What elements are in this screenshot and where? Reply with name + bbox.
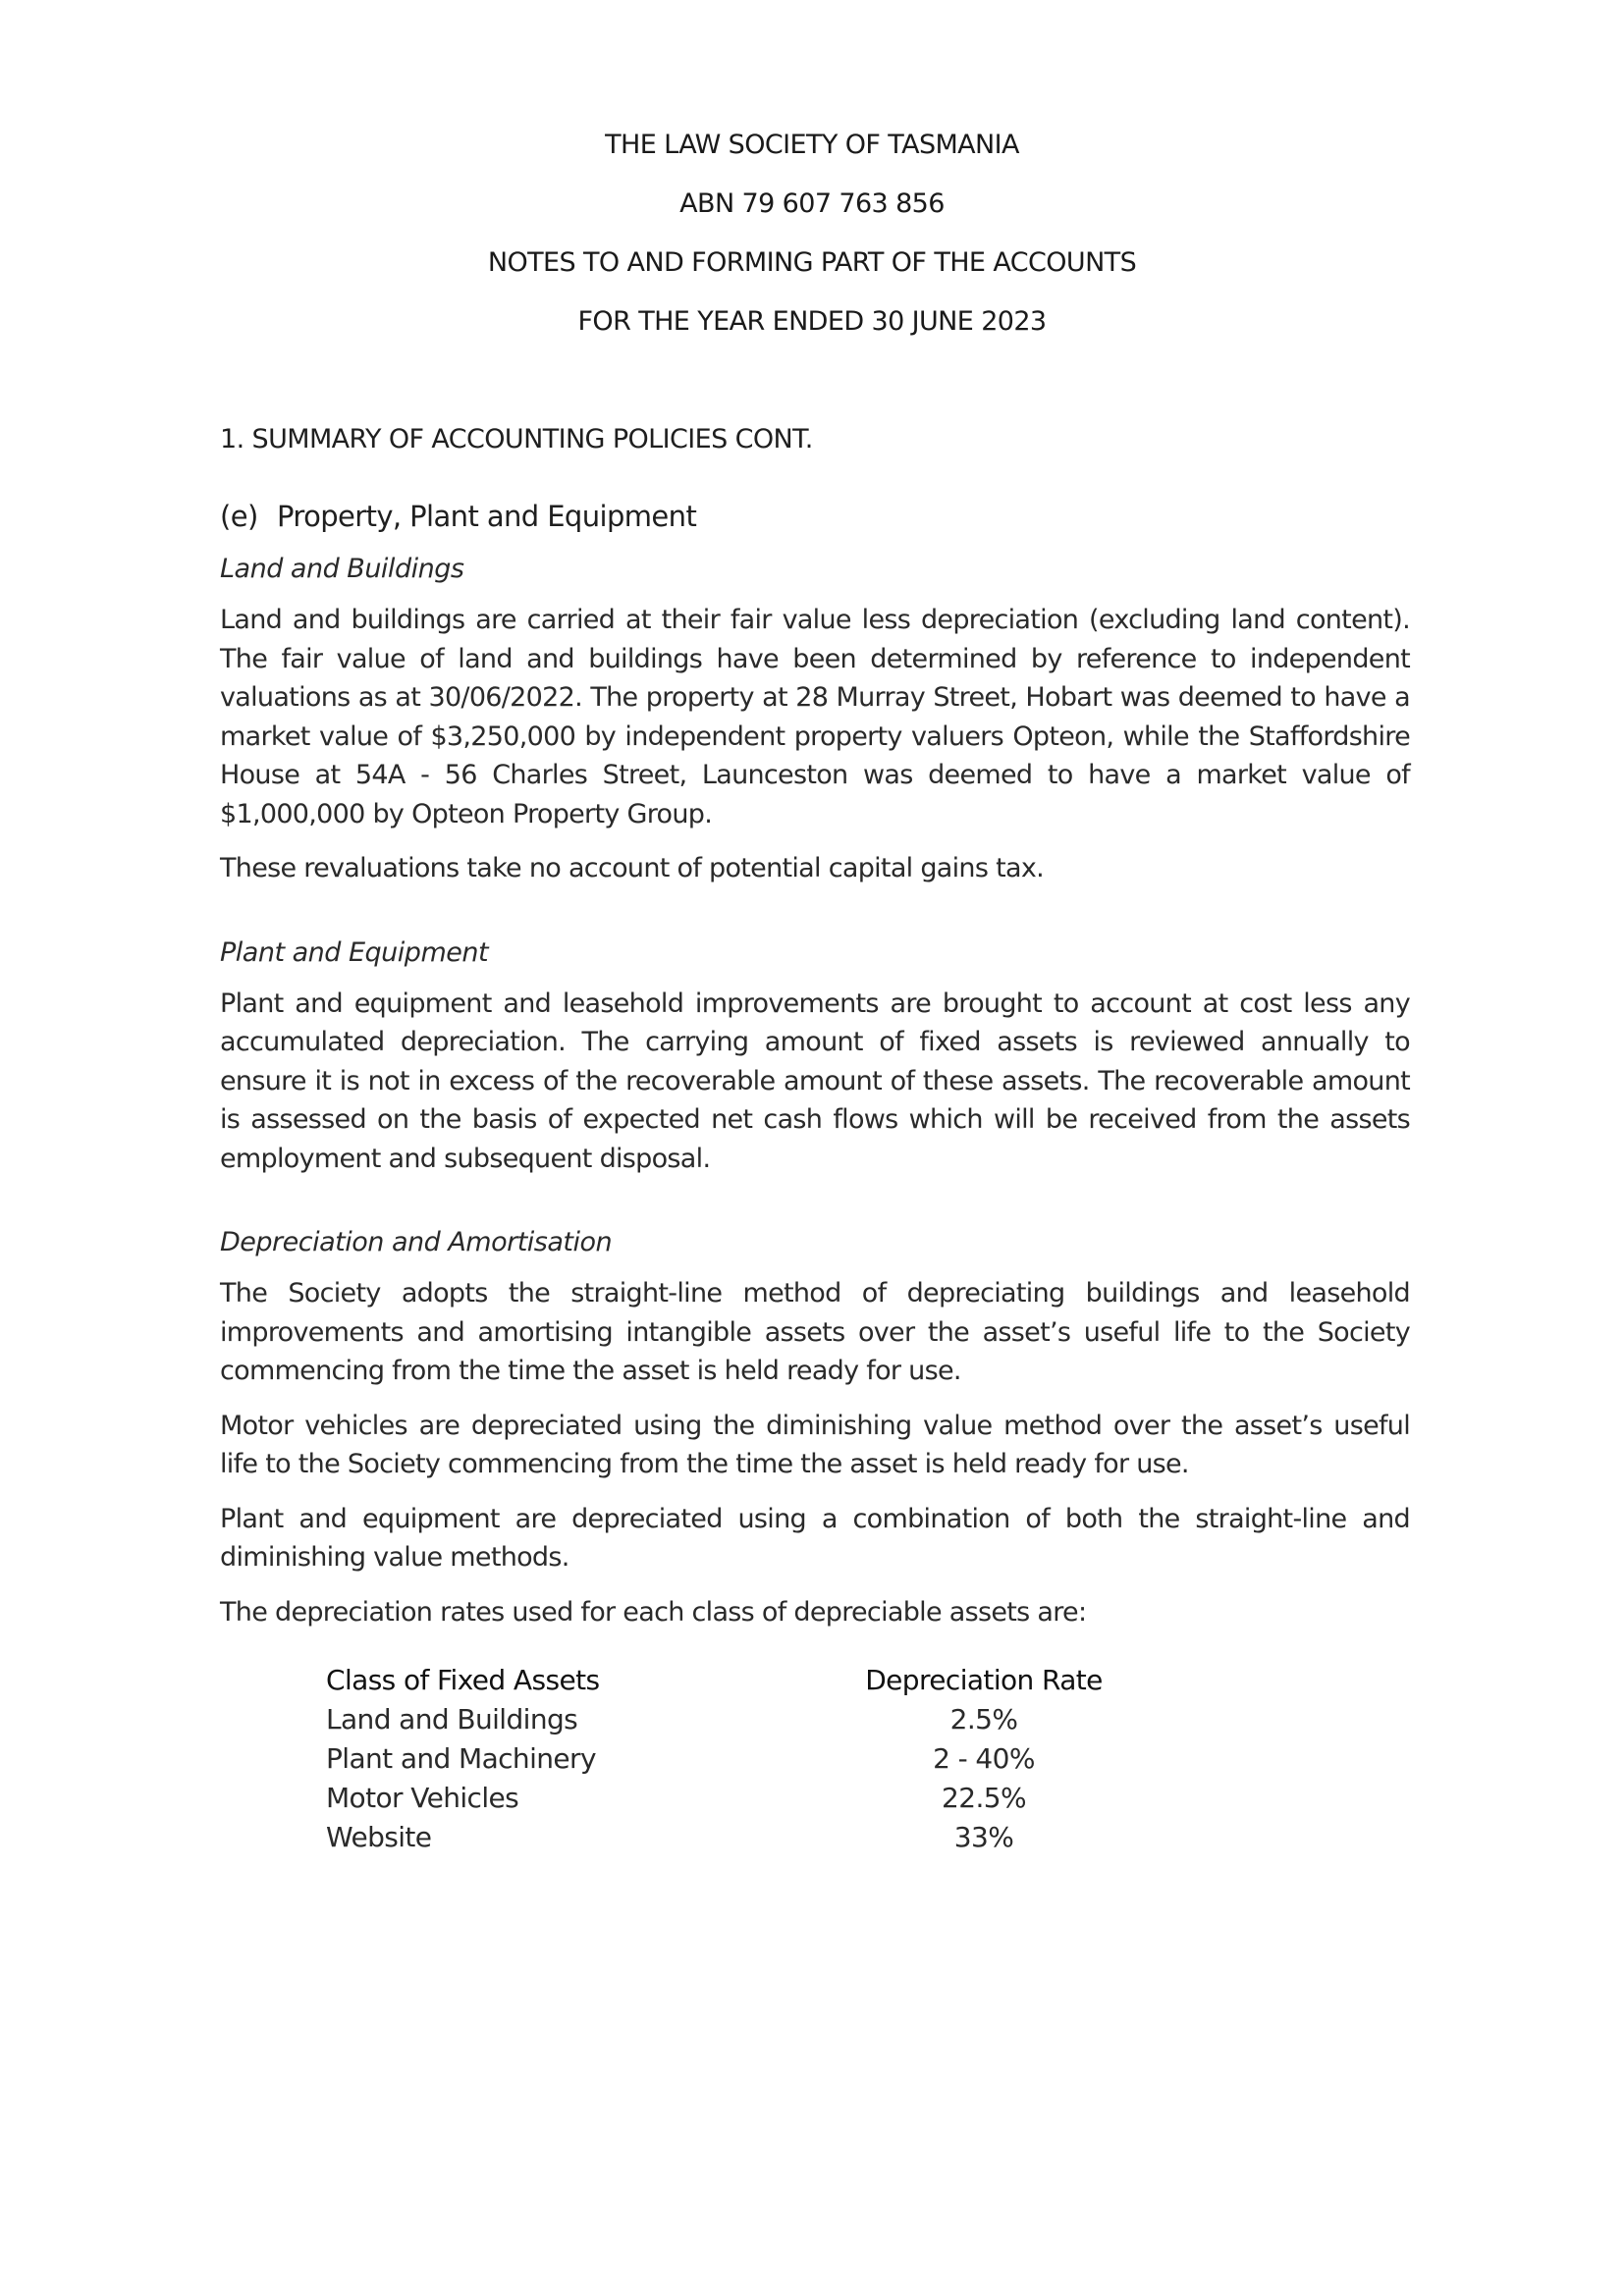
abn-number: ABN 79 607 763 856 — [679, 188, 945, 219]
asset-class-cell: Website — [326, 1821, 432, 1853]
plant-equipment-methods-paragraph: Plant and equipment are depreciated using a combination of both the straight-line and diminishing value methods. — [220, 1503, 1410, 1573]
subsection-letter: (e) — [220, 500, 258, 533]
land-buildings-heading: Land and Buildings — [220, 554, 464, 584]
depreciation-rates-table — [326, 1661, 1210, 1857]
column-header-rate: Depreciation Rate — [865, 1664, 1103, 1696]
depreciation-rate-cell: 2 - 40% — [933, 1742, 1035, 1775]
subsection-label: Property, Plant and Equipment — [277, 500, 697, 533]
table-row — [326, 1700, 1210, 1739]
section-title: 1. SUMMARY OF ACCOUNTING POLICIES CONT. — [220, 424, 813, 454]
table-row — [326, 1739, 1210, 1779]
rates-intro-paragraph: The depreciation rates used for each class of depreciable assets are: — [220, 1596, 1087, 1628]
revaluations-paragraph: These revaluations take no account of potential capital gains tax. — [220, 853, 1044, 883]
organisation-name: THE LAW SOCIETY OF TASMANIA — [605, 130, 1019, 160]
column-header-class: Class of Fixed Assets — [326, 1664, 600, 1696]
motor-vehicles-paragraph: Motor vehicles are depreciated using the diminishing value method over the asset’s useful life to the Society commencing from the time the asset is held ready for use. — [220, 1410, 1410, 1479]
asset-class-cell: Plant and Machinery — [326, 1742, 596, 1775]
depreciation-rate-cell: 33% — [953, 1821, 1014, 1853]
plant-equipment-paragraph: Plant and equipment and leasehold improvements are brought to account at cost less any accumulated depreciation. The carrying amount of fixed assets is reviewed annually to ensure it is not in excess of the recoverable amount of these assets. The recoverable amount is assessed on the basis of expected net cash flows which will be received from the assets employment and subsequent disposal. — [220, 988, 1410, 1174]
asset-class-cell: Motor Vehicles — [326, 1782, 519, 1814]
document-header — [0, 126, 1624, 361]
depreciation-rate-cell: 2.5% — [949, 1703, 1018, 1735]
straight-line-paragraph: The Society adopts the straight-line method of depreciating buildings and leasehold improvements and amortising intangible assets over the asset’s useful life to the Society commencing from the time the asset is held ready for use. — [220, 1278, 1410, 1386]
plant-equipment-heading: Plant and Equipment — [220, 936, 489, 968]
depreciation-rate-cell: 22.5% — [942, 1782, 1026, 1814]
reporting-period: FOR THE YEAR ENDED 30 JUNE 2023 — [577, 306, 1047, 337]
subsection-title — [220, 497, 1410, 536]
table-header-row — [326, 1661, 1210, 1700]
table-row — [326, 1818, 1210, 1857]
land-buildings-paragraph: Land and buildings are carried at their fair value less depreciation (excluding land content). The fair value of land and buildings have been determined by reference to independent valuations as at 30/06/2022. The property at 28 Murray Street, Hobart was deemed to have a market value of $3,250,000 by independent property valuers Opteon, while the Staffordshire House at 54A - 56 Charles Street, Launceston was deemed to have a market value of $1,000,000 by Opteon Property Group. — [220, 605, 1410, 829]
document-body — [220, 420, 1410, 1857]
table-row — [326, 1779, 1210, 1818]
asset-class-cell: Land and Buildings — [326, 1703, 578, 1735]
document-title: NOTES TO AND FORMING PART OF THE ACCOUNTS — [487, 247, 1137, 278]
depreciation-heading: Depreciation and Amortisation — [220, 1227, 613, 1257]
